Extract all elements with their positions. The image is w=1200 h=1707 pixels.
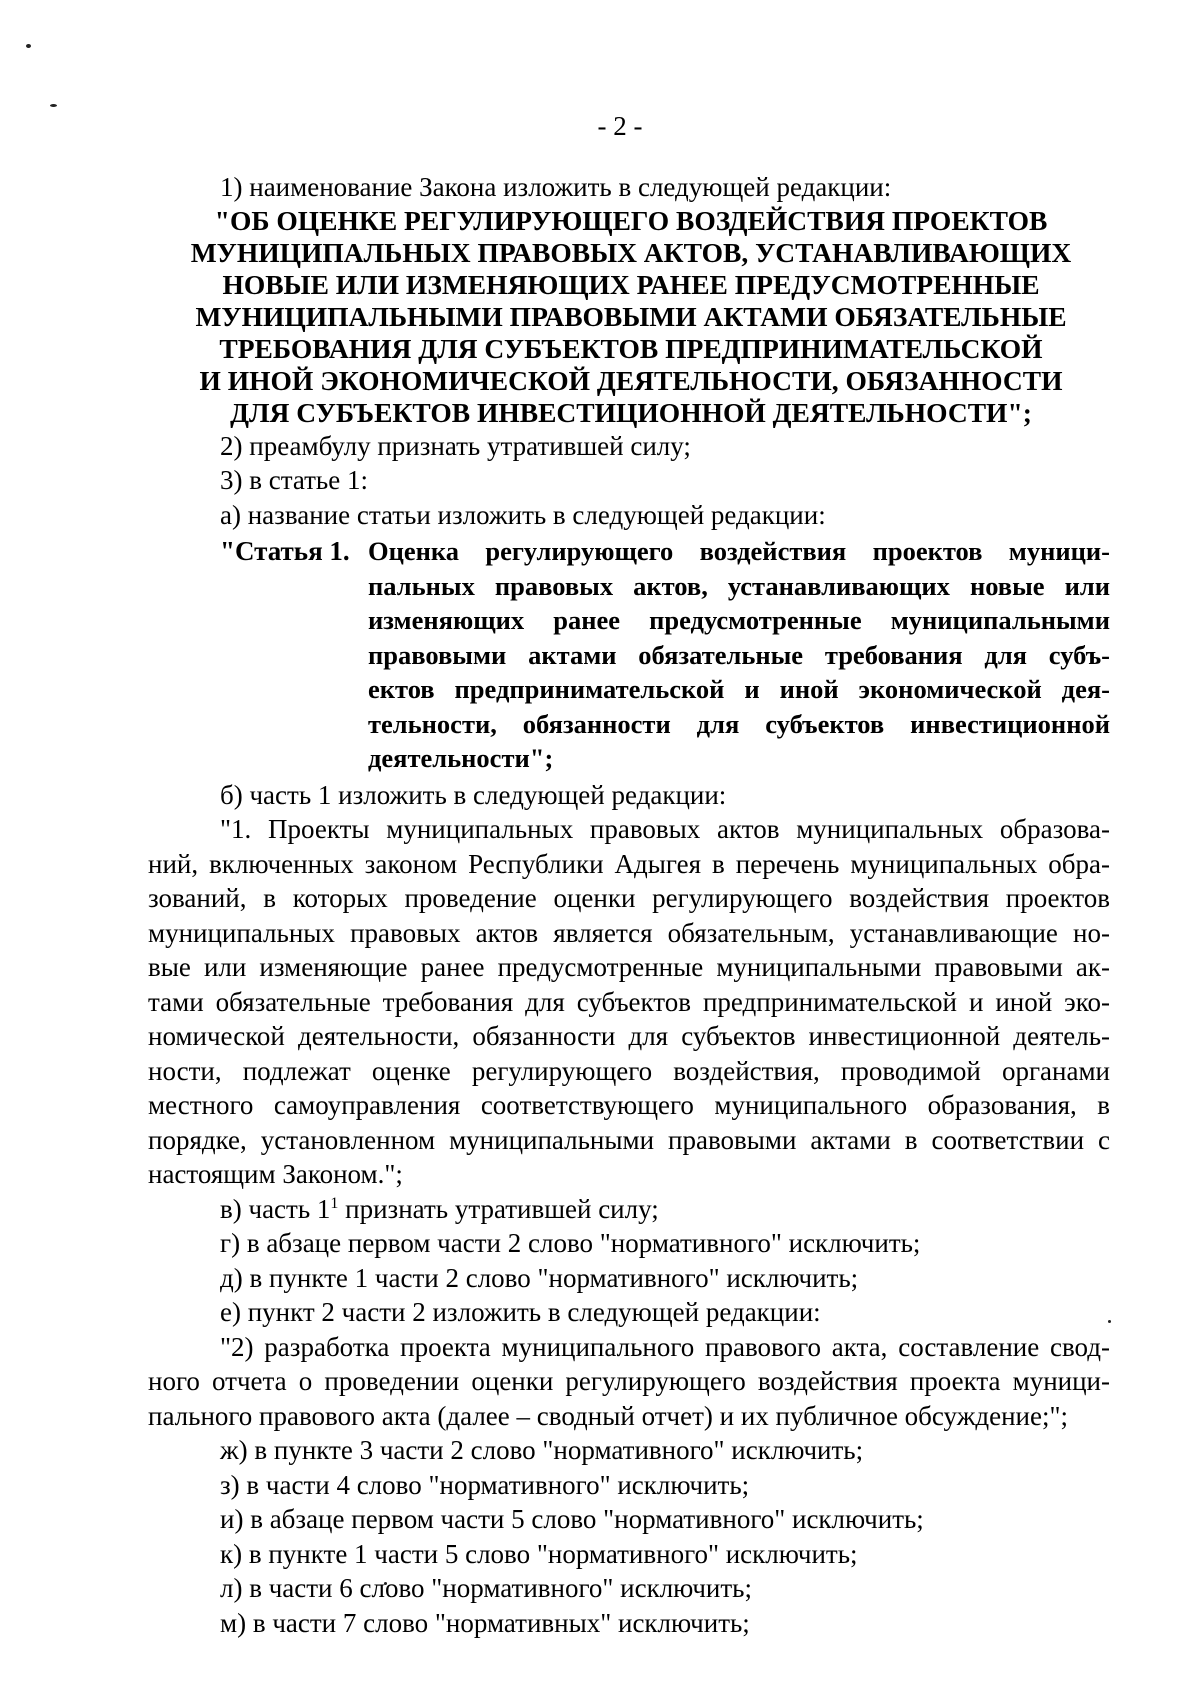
part-2-point-2-text [148,1330,1110,1434]
part-1-line: порядке, установленном муниципальными правовыми актами в соответствии с [148,1124,1110,1155]
part-1-line: муниципальных правовых актов является обязательным, устанавливающие но- [148,917,1110,948]
part-1-line: ний, включенных законом Республики Адыгея в перечень муниципальных обра- [148,848,1110,879]
item-3g: г) в абзаце первом части 2 слово "нормативного" исключить; [220,1228,921,1258]
item-2: 2) преамбулу признать утратившей силу; [220,430,691,461]
article-heading [148,534,1110,776]
item-3a: а) название статьи изложить в следующей редакции: [220,499,826,530]
law-title [136,205,1126,429]
article-title-line: деятельности"; [368,743,554,773]
law-title-line: И ИНОЙ ЭКОНОМИЧЕСКОЙ ДЕЯТЕЛЬНОСТИ, ОБЯЗАННОСТИ [199,364,1063,396]
item-3b: б) часть 1 изложить в следующей редакции: [220,779,727,810]
part-2-line: ного отчета о проведении оценки регулирующего воздействия проекта муници- [148,1366,1110,1396]
part-1-line: "1. Проекты муниципальных правовых актов муниципальных образова- [220,814,1110,844]
item-1: 1) наименование Закона изложить в следующей редакции: [220,172,892,202]
part-1-line: ности, подлежат оценке регулирующего воздействия, проводимой органами [148,1055,1110,1086]
item-3v-superscript: 1 [330,1194,339,1212]
article-label: "Статья 1. [220,536,350,566]
item-3v-text-end: признать утратившей силу; [338,1193,659,1224]
item-3e: е) пункт 2 части 2 изложить в следующей редакции: [220,1297,821,1327]
item-3v [148,1192,1110,1227]
scan-speck [50,104,57,107]
part-2-line: "2) разработка проекта муниципального правового акта, составление свод- [220,1331,1110,1362]
item-3l: л) в части 6 слово "нормативного" исключить; [220,1573,752,1603]
law-title-line: ТРЕБОВАНИЯ ДЛЯ СУБЪЕКТОВ ПРЕДПРИНИМАТЕЛЬСКОЙ [219,332,1043,364]
article-title-line: Оценка регулирующего воздействия проектов муници- [368,536,1110,566]
article-title-line: правовыми актами обязательные требования для субъ- [368,639,1110,670]
item-3v-text: в) часть 1 [220,1193,331,1224]
document-body [148,170,1110,1640]
part-1-line: тами обязательные требования для субъектов предпринимательской и иной эко- [148,986,1110,1017]
part-1-line: зований, в которых проведение оценки регулирующего воздействия проектов [148,883,1110,913]
item-3z: з) в части 4 слово "нормативного" исключить; [220,1469,750,1500]
part-1-line: вые или изменяющие ранее предусмотренные муниципальными правовыми ак- [148,952,1110,982]
law-title-line: НОВЫЕ ИЛИ ИЗМЕНЯЮЩИХ РАНЕЕ ПРЕДУСМОТРЕННЫЕ [222,268,1040,300]
item-3k: к) в пункте 1 части 5 слово "нормативного" исключить; [220,1538,858,1569]
item-3: 3) в статье 1: [220,465,368,495]
article-title [368,534,1110,776]
law-title-line: ДЛЯ СУБЪЕКТОВ ИНВЕСТИЦИОННОЙ ДЕЯТЕЛЬНОСТИ"; [230,396,1032,428]
part-1-line: настоящим Законом."; [148,1159,403,1189]
item-3m: м) в части 7 слово "нормативных" исключить; [220,1607,750,1638]
article-title-line: тельности, обязанности для субъектов инвестиционной [368,708,1110,739]
part-1-line: местного самоуправления соответствующего муниципального образования, в [148,1090,1110,1120]
law-title-line: МУНИЦИПАЛЬНЫХ ПРАВОВЫХ АКТОВ, УСТАНАВЛИВАЮЩИХ [190,236,1072,268]
page-number: - 2 - [597,111,643,141]
law-title-line: "ОБ ОЦЕНКЕ РЕГУЛИРУЮЩЕГО ВОЗДЕЙСТВИЯ ПРОЕКТОВ [214,204,1048,236]
item-3zh: ж) в пункте 3 части 2 слово "нормативного" исключить; [220,1435,864,1465]
article-title-line: пальных правовых актов, устанавливающих новые или [368,570,1110,601]
part-2-line: пального правового акта (далее – сводный отчет) и их публичное обсуждение;"; [148,1400,1068,1431]
article-title-line: ектов предпринимательской и иной экономической дея- [368,674,1110,704]
part-1-line: номической деятельности, обязанности для субъектов инвестиционной деятель- [148,1021,1110,1051]
law-title-line: МУНИЦИПАЛЬНЫМИ ПРАВОВЫМИ АКТАМИ ОБЯЗАТЕЛЬНЫЕ [195,300,1067,332]
part-1-text [148,812,1110,1192]
article-title-line: изменяющих ранее предусмотренные муниципальными [368,605,1110,635]
item-3i: и) в абзаце первом части 5 слово "нормативного" исключить; [220,1504,924,1534]
scan-speck [26,44,31,48]
item-3d: д) в пункте 1 части 2 слово "нормативного" исключить; [220,1262,859,1293]
